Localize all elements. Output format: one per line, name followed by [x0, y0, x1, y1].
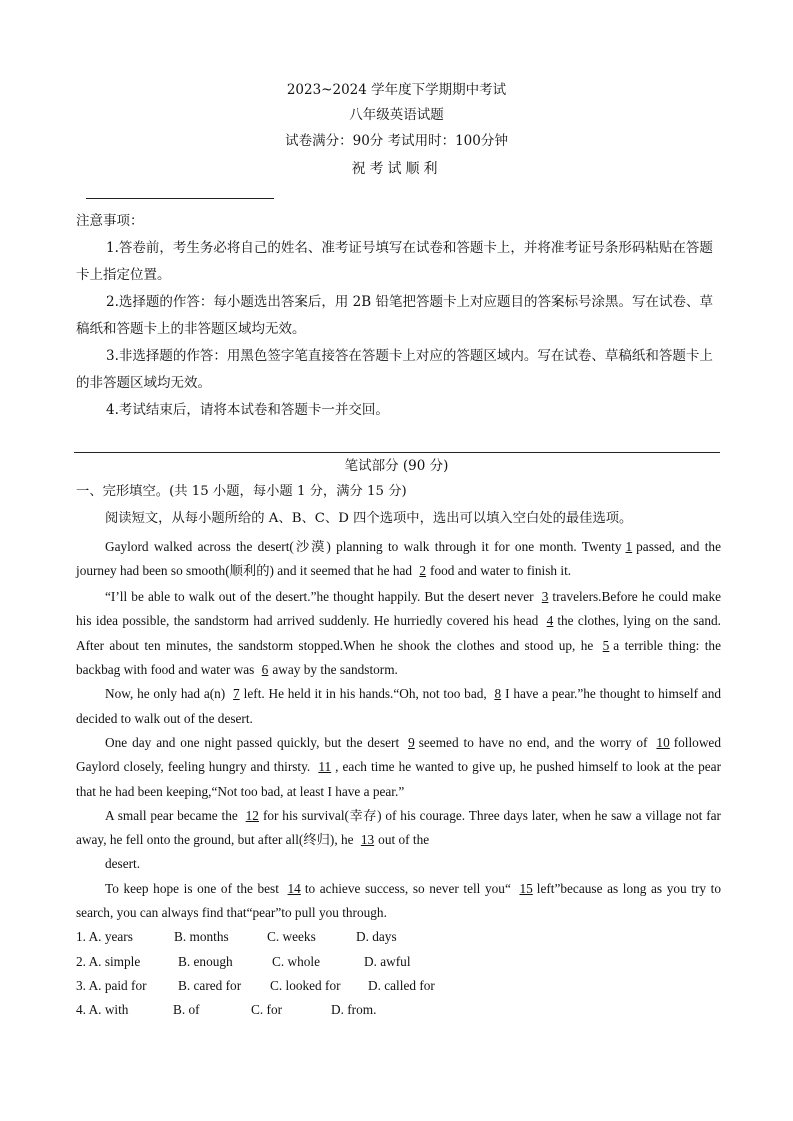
notice-item: 3.非选择题的作答：用黑色签字笔直接答在答题卡上对应的答题区域内。写在试卷、草稿纸和答题卡上的非答题区域均无效。 [76, 348, 713, 391]
notice-item: 4.考试结束后，请将本试卷和答题卡一并交回。 [106, 402, 389, 418]
passage-paragraph-2: “I’ll be able to walk out of the desert.”he thought happily. But the desert never 3 travelers.Before he could make his idea possible, the sandstorm had arrived suddenly. He hurriedly covered his head 4 the clothes, lying on the sand. After about ten minutes, the sandstorm stopped.When he shook the clothes and stood up, he 5 a terrible thing: the backbag with food and water was 6 away by the sandstorm. [76, 589, 721, 678]
option-b[interactable]: B. enough [178, 953, 233, 969]
blank-3: 3 [541, 589, 549, 605]
option-d[interactable]: D. called for [368, 977, 435, 993]
blank-4: 4 [546, 613, 554, 629]
notice-item: 1.答卷前，考生务必将自己的姓名、准考证号填写在试卷和答题卡上，并将准考证号条形码粘贴在答题卡上指定位置。 [76, 240, 713, 283]
good-luck-text: 祝考试顺利 [351, 161, 442, 177]
passage-line: desert. [105, 856, 141, 872]
notice-heading: 注意事项： [76, 213, 144, 229]
option-c[interactable]: C. whole [272, 953, 321, 969]
option-a[interactable]: 2. A. simple [76, 953, 141, 969]
passage-paragraph-4: One day and one night passed quickly, but the desert 9 seemed to have no end, and the worry of 10 followed Gaylord closely, feeling hungry and thirsty. 11 , each time he wanted to give up, he pushed himself to look at the pear that he had been keeping,“Not too bad, at least I have a pear.” [76, 734, 722, 799]
option-c[interactable]: C. weeks [267, 929, 316, 945]
divider-short [86, 198, 274, 199]
part-heading: 一、完形填空。(共 15 小题，每小题 1 分，满分 15 分) [76, 484, 407, 499]
blank-6: 6 [261, 662, 269, 678]
passage-paragraph-3: Now, he only had a(n) 7 left. He held it in his hands.“Oh, not too bad, 8 I have a pear.”he thought to himself and decided to walk out of the desert. [76, 686, 722, 726]
option-b[interactable]: B. months [174, 929, 229, 945]
cloze-section [76, 480, 721, 1023]
blank-7: 7 [233, 686, 240, 702]
option-a[interactable]: 3. A. paid for [76, 977, 147, 993]
section-title: 笔试部分 (90 分) [344, 458, 449, 474]
notice-block [76, 208, 722, 424]
blank-10: 10 [656, 734, 670, 750]
exam-title-year: 2023~2024 学年度下学期期中考试 [286, 82, 507, 98]
question-options-1 [76, 925, 721, 949]
blank-9: 9 [408, 734, 415, 750]
option-a[interactable]: 1. A. years [76, 929, 133, 945]
option-a[interactable]: 4. A. with [76, 1002, 129, 1018]
blank-11: 11 [318, 759, 332, 775]
question-options-4 [76, 998, 721, 1022]
option-c[interactable]: C. looked for [270, 977, 341, 993]
passage-paragraph-6: To keep hope is one of the best 14 to achieve success, so never tell you“ 15 left”because as long as you try to search, you can always find that“pear”to pull you through. [76, 880, 722, 921]
blank-8: 8 [494, 686, 502, 702]
divider-full [74, 452, 720, 453]
blank-13: 13 [360, 832, 375, 848]
exam-score-time: 试卷满分：90分 考试用时：100分钟 [285, 133, 508, 149]
option-d[interactable]: D. awful [364, 953, 411, 969]
option-d[interactable]: D. days [356, 929, 397, 945]
option-c[interactable]: C. for [251, 1002, 283, 1018]
option-b[interactable]: B. cared for [178, 977, 242, 993]
passage-paragraph-5: A small pear became the 12 for his survival(幸存) of his courage. Three days later, when he saw a village not far away, he fell onto the ground, but after all(终归), he 13 out of the [76, 807, 721, 848]
blank-14: 14 [287, 880, 301, 896]
question-options-3 [76, 974, 721, 998]
part-instruction: 阅读短文，从每小题所给的 A、B、C、D 四个选项中，选出可以填入空白处的最佳选项。 [105, 511, 633, 527]
blank-12: 12 [245, 807, 259, 823]
notice-item: 2.选择题的作答：每小题选出答案后，用 2B 铅笔把答题卡上对应题目的答案标号涂黑。写在试卷、草稿纸和答题卡上的非答题区域均无效。 [76, 294, 713, 337]
blank-1: 1 [625, 538, 633, 554]
option-d[interactable]: D. from. [331, 1002, 377, 1018]
exam-title-grade: 八年级英语试题 [349, 107, 444, 123]
question-options-2 [76, 950, 721, 974]
blank-2: 2 [419, 562, 427, 578]
passage-paragraph-1: Gaylord walked across the desert(沙漠) planning to walk through it for one month. Twenty 1 passed, and the journey had been so smooth(顺利的) and it seemed that he had 2 food and water to finish it. [76, 538, 721, 578]
option-b[interactable]: B. of [173, 1002, 200, 1018]
blank-5: 5 [602, 637, 610, 653]
blank-15: 15 [519, 880, 533, 896]
